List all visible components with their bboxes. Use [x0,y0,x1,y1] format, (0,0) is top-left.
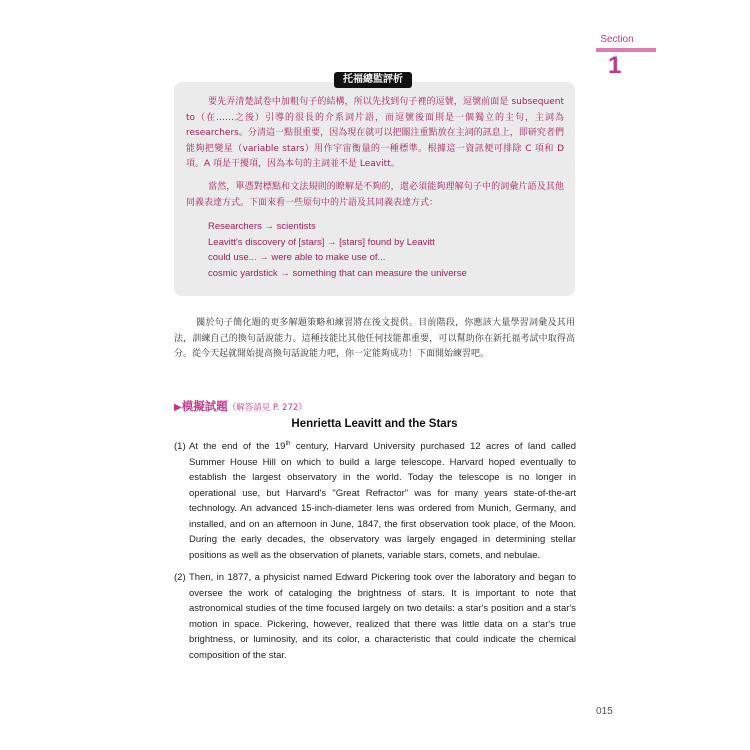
pair-original: Researchers [208,221,262,232]
practice-heading [174,395,307,414]
commentary-paragraph-2 [186,180,564,211]
ordinal-superscript: th [285,440,291,447]
commentary-paragraph-1 [186,95,564,173]
pair-original: could use... [208,252,257,263]
body-paragraph [174,316,575,363]
answer-reference-note: （解答請見 P. 272） [227,403,307,413]
commentary-paragraph-1-text: 要先弄清楚試卷中加粗句子的結構，所以先找到句子裡的逗號，逗號前面是 subsequent to（在……之後）引導的很長的介系詞片語，而逗號後面則是一個獨立的主句，主詞為 researchers。分清這一點很重要，因為現在就可以把關注重點放在主詞的訊息上，即研究者們能夠把變星（variable stars）用作宇宙衡量的一種標準。根據這一資訊便可排除 C 項和 D 項。A 項是干擾項，因為本句的主詞並不是 Leavitt。 [186,97,564,169]
paraphrase-pairs [208,219,467,281]
passage-paragraph-1 [174,439,576,563]
page-number: 015 [596,706,613,717]
play-arrow-icon: ▶ [174,402,182,413]
pair-original: cosmic yardstick [208,267,278,279]
paraphrase-pair [208,235,467,251]
section-number: 1 [608,52,622,79]
paragraph-number: (2) [174,572,186,583]
section-label: Section [600,34,634,45]
paraphrase-pair [208,250,467,266]
paragraph-number: (1) [174,441,186,452]
arrow-icon: → [264,221,274,232]
commentary-paragraph-2-text: 當然，單憑對標點和文法規則的瞭解是不夠的，還必須能夠理解句子中的詞彙片語及其他同義表達方式。下面來看一些原句中的片語及其同義表達方式： [186,182,564,208]
pair-original: Leavitt's discovery of [stars] [208,236,325,248]
pair-paraphrase: were able to make use of... [271,252,386,263]
pair-paraphrase: scientists [276,221,316,232]
paragraph-text: Then, in 1877, a physicist named Edward Pickering took over the laboratory and began to oversee the work of cataloging the brightness of stars. It is important to note that astronomical studies of the time focused largely on two details: a star's position and a star's motion in space. Pickering, however, realized that there was little data on a star's true brightness, or luminosity, and its color, a characteristic that could indicate the chemical composition of the star. [189,572,576,661]
arrow-icon: → [327,236,337,248]
practice-title: 模擬試題 [181,399,228,413]
paraphrase-pair [208,266,467,282]
passage-paragraph-2 [174,570,576,663]
arrow-icon: → [259,252,269,263]
paraphrase-pair [208,219,467,235]
arrow-icon: → [280,267,290,279]
section-divider-bar [596,48,656,52]
pair-paraphrase: something that can measure the universe [292,267,467,279]
passage-title: Henrietta Leavitt and the Stars [291,418,458,430]
paragraph-text: At the end of the 19th century, Harvard University purchased 12 acres of land called Summer House Hill on which to build a large telescope. Harvard hoped eventually to establish the largest observatory in the world. Today the telescope is no longer in operational use, but Harvard's "Great Refractor" was for many years state-of-the-art technology. An advanced 15-inch-diameter lens was ordered from Munich, Germany, and installed, and on an afternoon in June, 1847, the first observation took place, of the Moon. During the early decades, the observatory was largely engaged in determining stellar positions as well as the observation of planets, variable stars, comets, and nebulae. [189,440,576,561]
pair-paraphrase: [stars] found by Leavitt [339,236,435,248]
commentary-title: 托福總監評析 [334,72,412,88]
body-paragraph-text: 關於句子簡化題的更多解題策略和練習將在後文提供。目前階段，你應該大量學習詞彙及其用法，訓練自己的換句話說能力。這種技能比其他任何技能都重要，可以幫助你在新托福考試中取得高分。從今天起就開始提高換句話說能力吧，你一定能夠成功！下面開始練習吧。 [174,318,575,359]
